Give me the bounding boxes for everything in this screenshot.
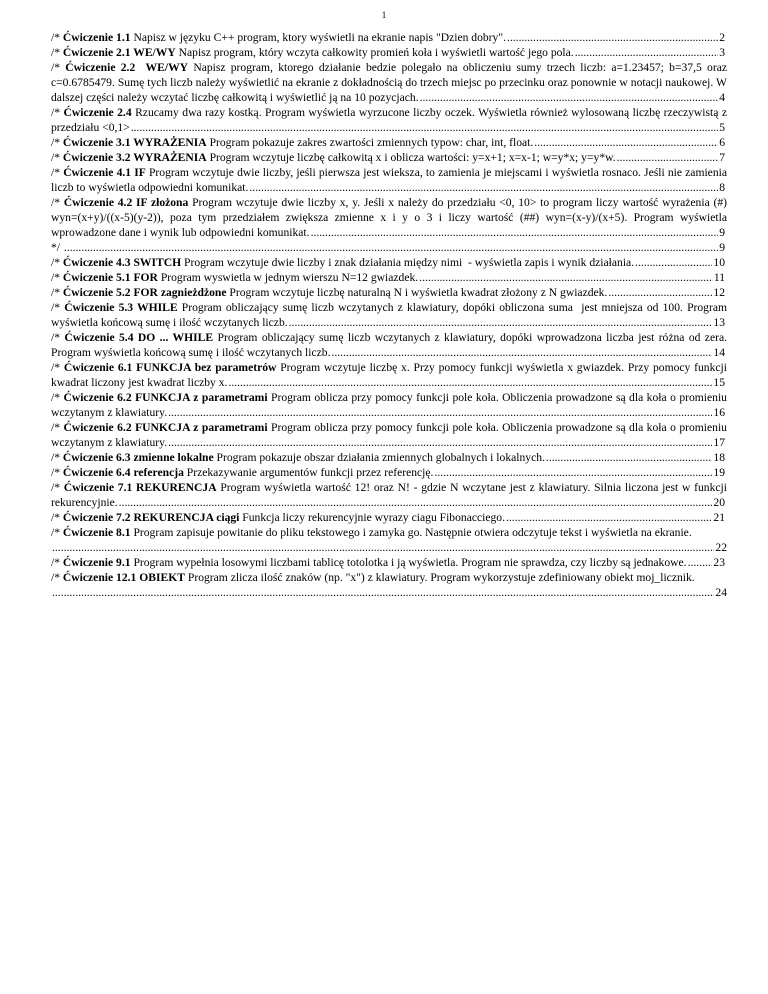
toc-entry-text	[51, 571, 695, 584]
comment-prefix: /*	[51, 571, 63, 584]
page-ref: 14	[713, 346, 725, 359]
exercise-number: Ćwiczenie 2.4	[63, 106, 132, 119]
page-ref: 22	[715, 541, 727, 554]
comment-prefix: /*	[51, 391, 64, 404]
exercise-number: Ćwiczenie 6.2	[63, 421, 132, 434]
comment-prefix: */	[51, 241, 63, 254]
page-ref: 11	[713, 271, 725, 284]
page-ref: 23	[713, 556, 725, 569]
comment-prefix: /*	[51, 151, 63, 164]
toc-entry-text	[51, 511, 505, 524]
table-of-contents	[51, 30, 730, 600]
page-ref: 7	[719, 151, 725, 164]
exercise-description: Rzucamy dwa razy kostką. Program wyświetla wyrzucone liczby oczek. Wyświetla również wylosowaną liczbę rzeczywistą z przedziału <0,1>	[51, 106, 730, 134]
exercise-description: Program pokazuje zakres zwartości zmiennych typow: char, int, float.	[206, 136, 534, 149]
page-ref: 10	[713, 256, 725, 269]
dot-leader	[119, 495, 713, 510]
toc-entry[interactable]	[51, 165, 730, 195]
comment-prefix: /*	[51, 61, 66, 74]
toc-entry-text	[51, 556, 687, 569]
page-ref: 19	[713, 466, 725, 479]
exercise-description: Program zlicza ilość znaków (np. "x") z klawiatury. Program wykorzystuje zdefiniowany obiekt moj_licznik.	[185, 571, 695, 584]
page-ref: 20	[713, 496, 725, 509]
toc-entry-text	[51, 136, 533, 149]
toc-entry[interactable]	[51, 255, 727, 270]
toc-entry[interactable]	[51, 480, 730, 510]
exercise-keyword: FOR	[130, 271, 158, 284]
comment-prefix: /*	[51, 466, 63, 479]
exercise-number: Ćwiczenie 8.1	[62, 526, 131, 539]
dot-leader	[168, 405, 712, 420]
exercise-description: Program obliczający sumę liczb wczytanych z klawiatury, dopóki obliczona suma jest mniejsza od 100. Program wyświetla końcową sumę i ilość wczytanych liczb.	[51, 301, 730, 329]
exercise-number: Ćwiczenie 4.1	[63, 166, 132, 179]
exercise-description: Przekazywanie argumentów funkcji przez referencję.	[183, 466, 434, 479]
exercise-description: Program oblicza przy pomocy funkcji pole koła. Obliczenia prowadzone są dla koła o promieniu wczytanym z klawiatury.	[51, 391, 730, 419]
dot-leader	[608, 285, 712, 300]
comment-prefix: /*	[51, 166, 64, 179]
dot-leader	[434, 465, 712, 480]
exercise-number: Ćwiczenie 6.4	[62, 466, 131, 479]
exercise-description: Program wczytuje liczbę całkowitą x i oblicza wartości: y=x+1; x=x-1; w=y*x; y=y*w.	[206, 151, 616, 164]
exercise-keyword: IF złożona	[132, 196, 189, 209]
exercise-description: Program wczytuje dwie liczby i znak działania między nimi - wyświetla zapis i wynik działania.	[181, 256, 635, 269]
exercise-keyword: FUNKCJA z parametrami	[131, 421, 268, 434]
dot-leader	[168, 435, 712, 450]
dot-leader	[64, 240, 718, 255]
exercise-description: Program wyswietla w jednym wierszu N=12 gwiazdek.	[157, 271, 419, 284]
toc-entry[interactable]	[51, 60, 730, 105]
comment-prefix: /*	[51, 361, 64, 374]
exercise-keyword: zmienne lokalne	[130, 451, 214, 464]
comment-prefix: /*	[51, 301, 65, 314]
page-ref: 21	[713, 511, 725, 524]
exercise-keyword: SWITCH	[130, 256, 182, 269]
page-ref: 8	[719, 181, 725, 194]
comment-prefix: /*	[51, 256, 63, 269]
exercise-description: Napisz program, ktorego działanie bedzie polegało na obliczeniu sumy trzech liczb: a=1.23457; b=37,5 oraz c=0.6785479. Sumę tych liczb należy wyświetlić na ekranie z dokładnością do trzech miejsc po przecinku oraz ponownie w notacji naukowej. W dalszej części należy wczytać liczbę całkowitą i wyświetlić ją na 10 pozycjach.	[51, 61, 730, 104]
exercise-description: Program wyświetla wartość 12! oraz N! - gdzie N wczytane jest z klawiatury. Silnia liczona jest w funkcji rekurencyjnie.	[51, 481, 730, 509]
page-ref: 17	[713, 436, 725, 449]
toc-entry[interactable]	[51, 330, 730, 360]
toc-entry[interactable]	[51, 30, 727, 45]
exercise-number: Ćwiczenie 7.2	[62, 511, 131, 524]
toc-entry[interactable]	[51, 555, 727, 570]
comment-prefix: /*	[51, 451, 63, 464]
dot-leader	[546, 450, 712, 465]
dot-leader	[635, 255, 712, 270]
exercise-description: Funkcja liczy rekurencyjnie wyrazy ciagu Fibonacciego.	[239, 511, 505, 524]
toc-entry[interactable]	[51, 150, 727, 165]
exercise-keyword: FOR zagnieżdżone	[130, 286, 227, 299]
exercise-number: Ćwiczenie 7.1	[63, 481, 133, 494]
exercise-description: Program wczytuje dwie liczby x, y. Jeśli x należy do przedziału <0, 10> to program liczy wartość wyrażenia (#) wyn=(x+y)/((x-5)(y-2)), poza tym przedziałem zwiększa zmienne x i y o 3 i liczy wartość (##) wyn=(x-y)/(x+5). Program wyświetla wprowadzone dane i wynik lub odpowiedni komunikat.	[51, 196, 730, 239]
comment-prefix: /*	[51, 106, 64, 119]
dot-leader	[420, 90, 719, 105]
exercise-number: Ćwiczenie 5.1	[62, 271, 131, 284]
dot-leader	[52, 540, 714, 555]
dot-leader	[52, 585, 714, 600]
exercise-keyword: referencja	[130, 466, 184, 479]
exercise-number: Ćwiczenie 5.3	[64, 301, 134, 314]
page-ref: 16	[713, 406, 725, 419]
exercise-keyword: WHILE	[133, 301, 178, 314]
exercise-description: Program obliczający sumę liczb wczytanych z klawiatury, dopóki wprowadzona liczba jest różna od zera. Program wyświetla końcową sumę i ilość wczytanych liczb.	[51, 331, 730, 359]
exercise-description: Program wczytuje liczbę x. Przy pomocy funkcji wyświetla x gwiazdek. Przy pomocy funkcji kwadrat liczony jest kwadrat liczby x.	[51, 361, 730, 389]
toc-entry-text	[51, 286, 607, 299]
comment-prefix: /*	[51, 271, 63, 284]
toc-entry-text	[51, 241, 63, 254]
exercise-number: Ćwiczenie 3.2	[62, 151, 131, 164]
dot-leader	[617, 150, 719, 165]
exercise-description: Program pokazuje obszar działania zmiennych globalnych i lokalnych.	[213, 451, 545, 464]
page-ref: 9	[719, 241, 725, 254]
page-ref: 9	[719, 226, 725, 239]
exercise-description: Program wypełnia losowymi liczbami tablicę totolotka i ją wyświetla. Program nie sprawdza, czy liczby są jednakowe.	[130, 556, 687, 569]
dot-leader	[506, 510, 712, 525]
page-ref: 2	[719, 31, 725, 44]
toc-entry[interactable]	[51, 390, 730, 420]
exercise-number: Ćwiczenie 5.2	[62, 286, 131, 299]
exercise-description: Program wczytuje dwie liczby, jeśli pierwsza jest wieksza, to zamienia je miejscami i wyświetla rosnaco. Jeśli nie zamienia liczb to wyświetla odpowiedni komunikat.	[51, 166, 730, 194]
exercise-number: Ćwiczenie 9.1	[62, 556, 131, 569]
dot-leader	[311, 225, 719, 240]
exercise-number: Ćwiczenie 3.1	[62, 136, 131, 149]
exercise-description: Napisz w języku C++ program, ktory wyświetli na ekranie napis "Dzien dobry".	[130, 31, 506, 44]
page-ref: 4	[719, 91, 725, 104]
page-ref: 13	[713, 316, 725, 329]
dot-leader	[331, 345, 712, 360]
page-ref: 5	[719, 121, 725, 134]
toc-entry[interactable]	[51, 135, 727, 150]
exercise-number: Ćwiczenie 1.1	[62, 31, 131, 44]
comment-prefix: /*	[51, 511, 63, 524]
exercise-number: Ćwiczenie 4.2	[63, 196, 133, 209]
dot-leader	[507, 30, 718, 45]
page-ref: 15	[713, 376, 725, 389]
toc-entry[interactable]	[51, 285, 727, 300]
toc-entry[interactable]	[51, 240, 727, 255]
toc-entry[interactable]	[51, 450, 727, 465]
exercise-keyword: WYRAŻENIA	[130, 136, 207, 149]
page-ref: 12	[713, 286, 725, 299]
dot-leader	[688, 555, 713, 570]
exercise-number: Ćwiczenie 6.3	[62, 451, 131, 464]
exercise-number: Ćwiczenie 2.1	[62, 46, 131, 59]
toc-entry[interactable]	[51, 300, 730, 330]
exercise-keyword: FUNKCJA bez parametrów	[132, 361, 277, 374]
comment-prefix: /*	[51, 556, 63, 569]
exercise-keyword: IF	[131, 166, 146, 179]
comment-prefix: /*	[51, 136, 63, 149]
toc-entry-text	[51, 256, 634, 269]
toc-entry-text	[51, 466, 433, 479]
toc-entry-text	[51, 31, 506, 44]
exercise-keyword: WE/WY	[130, 46, 176, 59]
dot-leader	[131, 120, 718, 135]
exercise-keyword: REKURENCJA ciągi	[130, 511, 240, 524]
page-number: 1	[381, 10, 387, 20]
dot-leader	[289, 315, 713, 330]
exercise-number: Ćwiczenie 6.1	[63, 361, 133, 374]
comment-prefix: /*	[51, 331, 65, 344]
toc-entry[interactable]	[51, 270, 727, 285]
page-ref: 24	[715, 586, 727, 599]
exercise-number: Ćwiczenie 5.4	[64, 331, 134, 344]
toc-entry[interactable]	[51, 465, 727, 480]
dot-leader	[249, 180, 718, 195]
comment-prefix: /*	[51, 421, 64, 434]
exercise-keyword: WYRAŻENIA	[130, 151, 207, 164]
exercise-number: Ćwiczenie 12.1	[62, 571, 137, 584]
toc-entry[interactable]	[51, 420, 730, 450]
dot-leader	[228, 375, 712, 390]
exercise-keyword: OBIEKT	[136, 571, 185, 584]
exercise-description: Program wczytuje liczbę naturalną N i wyświetla kwadrat złożony z N gwiazdek.	[226, 286, 608, 299]
exercise-keyword: FUNKCJA z parametrami	[131, 391, 268, 404]
toc-entry-text	[51, 46, 574, 59]
exercise-description: Napisz program, który wczyta całkowity promień koła i wyświetli wartość jego pola.	[175, 46, 574, 59]
page-ref: 3	[719, 46, 725, 59]
comment-prefix: /*	[51, 481, 64, 494]
exercise-keyword: WE/WY	[135, 61, 189, 74]
exercise-number: Ćwiczenie 4.3	[62, 256, 131, 269]
toc-entry[interactable]	[51, 510, 727, 525]
toc-entry[interactable]	[51, 360, 730, 390]
toc-entry[interactable]	[51, 105, 730, 135]
exercise-keyword: DO ... WHILE	[133, 331, 214, 344]
dot-leader	[419, 270, 713, 285]
toc-entry[interactable]	[51, 570, 727, 600]
toc-entry-text	[51, 526, 692, 539]
page-ref: 18	[713, 451, 725, 464]
toc-entry-text	[51, 151, 616, 164]
toc-entry[interactable]	[51, 45, 727, 60]
dot-leader	[534, 135, 718, 150]
exercise-description: Program zapisuje powitanie do pliku tekstowego i zamyka go. Następnie otwiera odczytuje tekst i wyświetla na ekranie.	[130, 526, 692, 539]
toc-entry-text	[51, 451, 545, 464]
toc-entry[interactable]	[51, 195, 730, 240]
exercise-description: Program oblicza przy pomocy funkcji pole koła. Obliczenia prowadzone są dla koła o promieniu wczytanym z klawiatury.	[51, 421, 730, 449]
comment-prefix: /*	[51, 286, 63, 299]
exercise-number: Ćwiczenie 2.2	[65, 61, 136, 74]
toc-entry-text	[51, 271, 418, 284]
comment-prefix: /*	[51, 196, 64, 209]
exercise-number: Ćwiczenie 6.2	[63, 391, 132, 404]
comment-prefix: /*	[51, 526, 63, 539]
toc-entry[interactable]	[51, 525, 727, 555]
page-ref: 6	[719, 136, 725, 149]
comment-prefix: /*	[51, 31, 63, 44]
comment-prefix: /*	[51, 46, 63, 59]
dot-leader	[575, 45, 719, 60]
exercise-keyword: REKURENCJA	[132, 481, 217, 494]
